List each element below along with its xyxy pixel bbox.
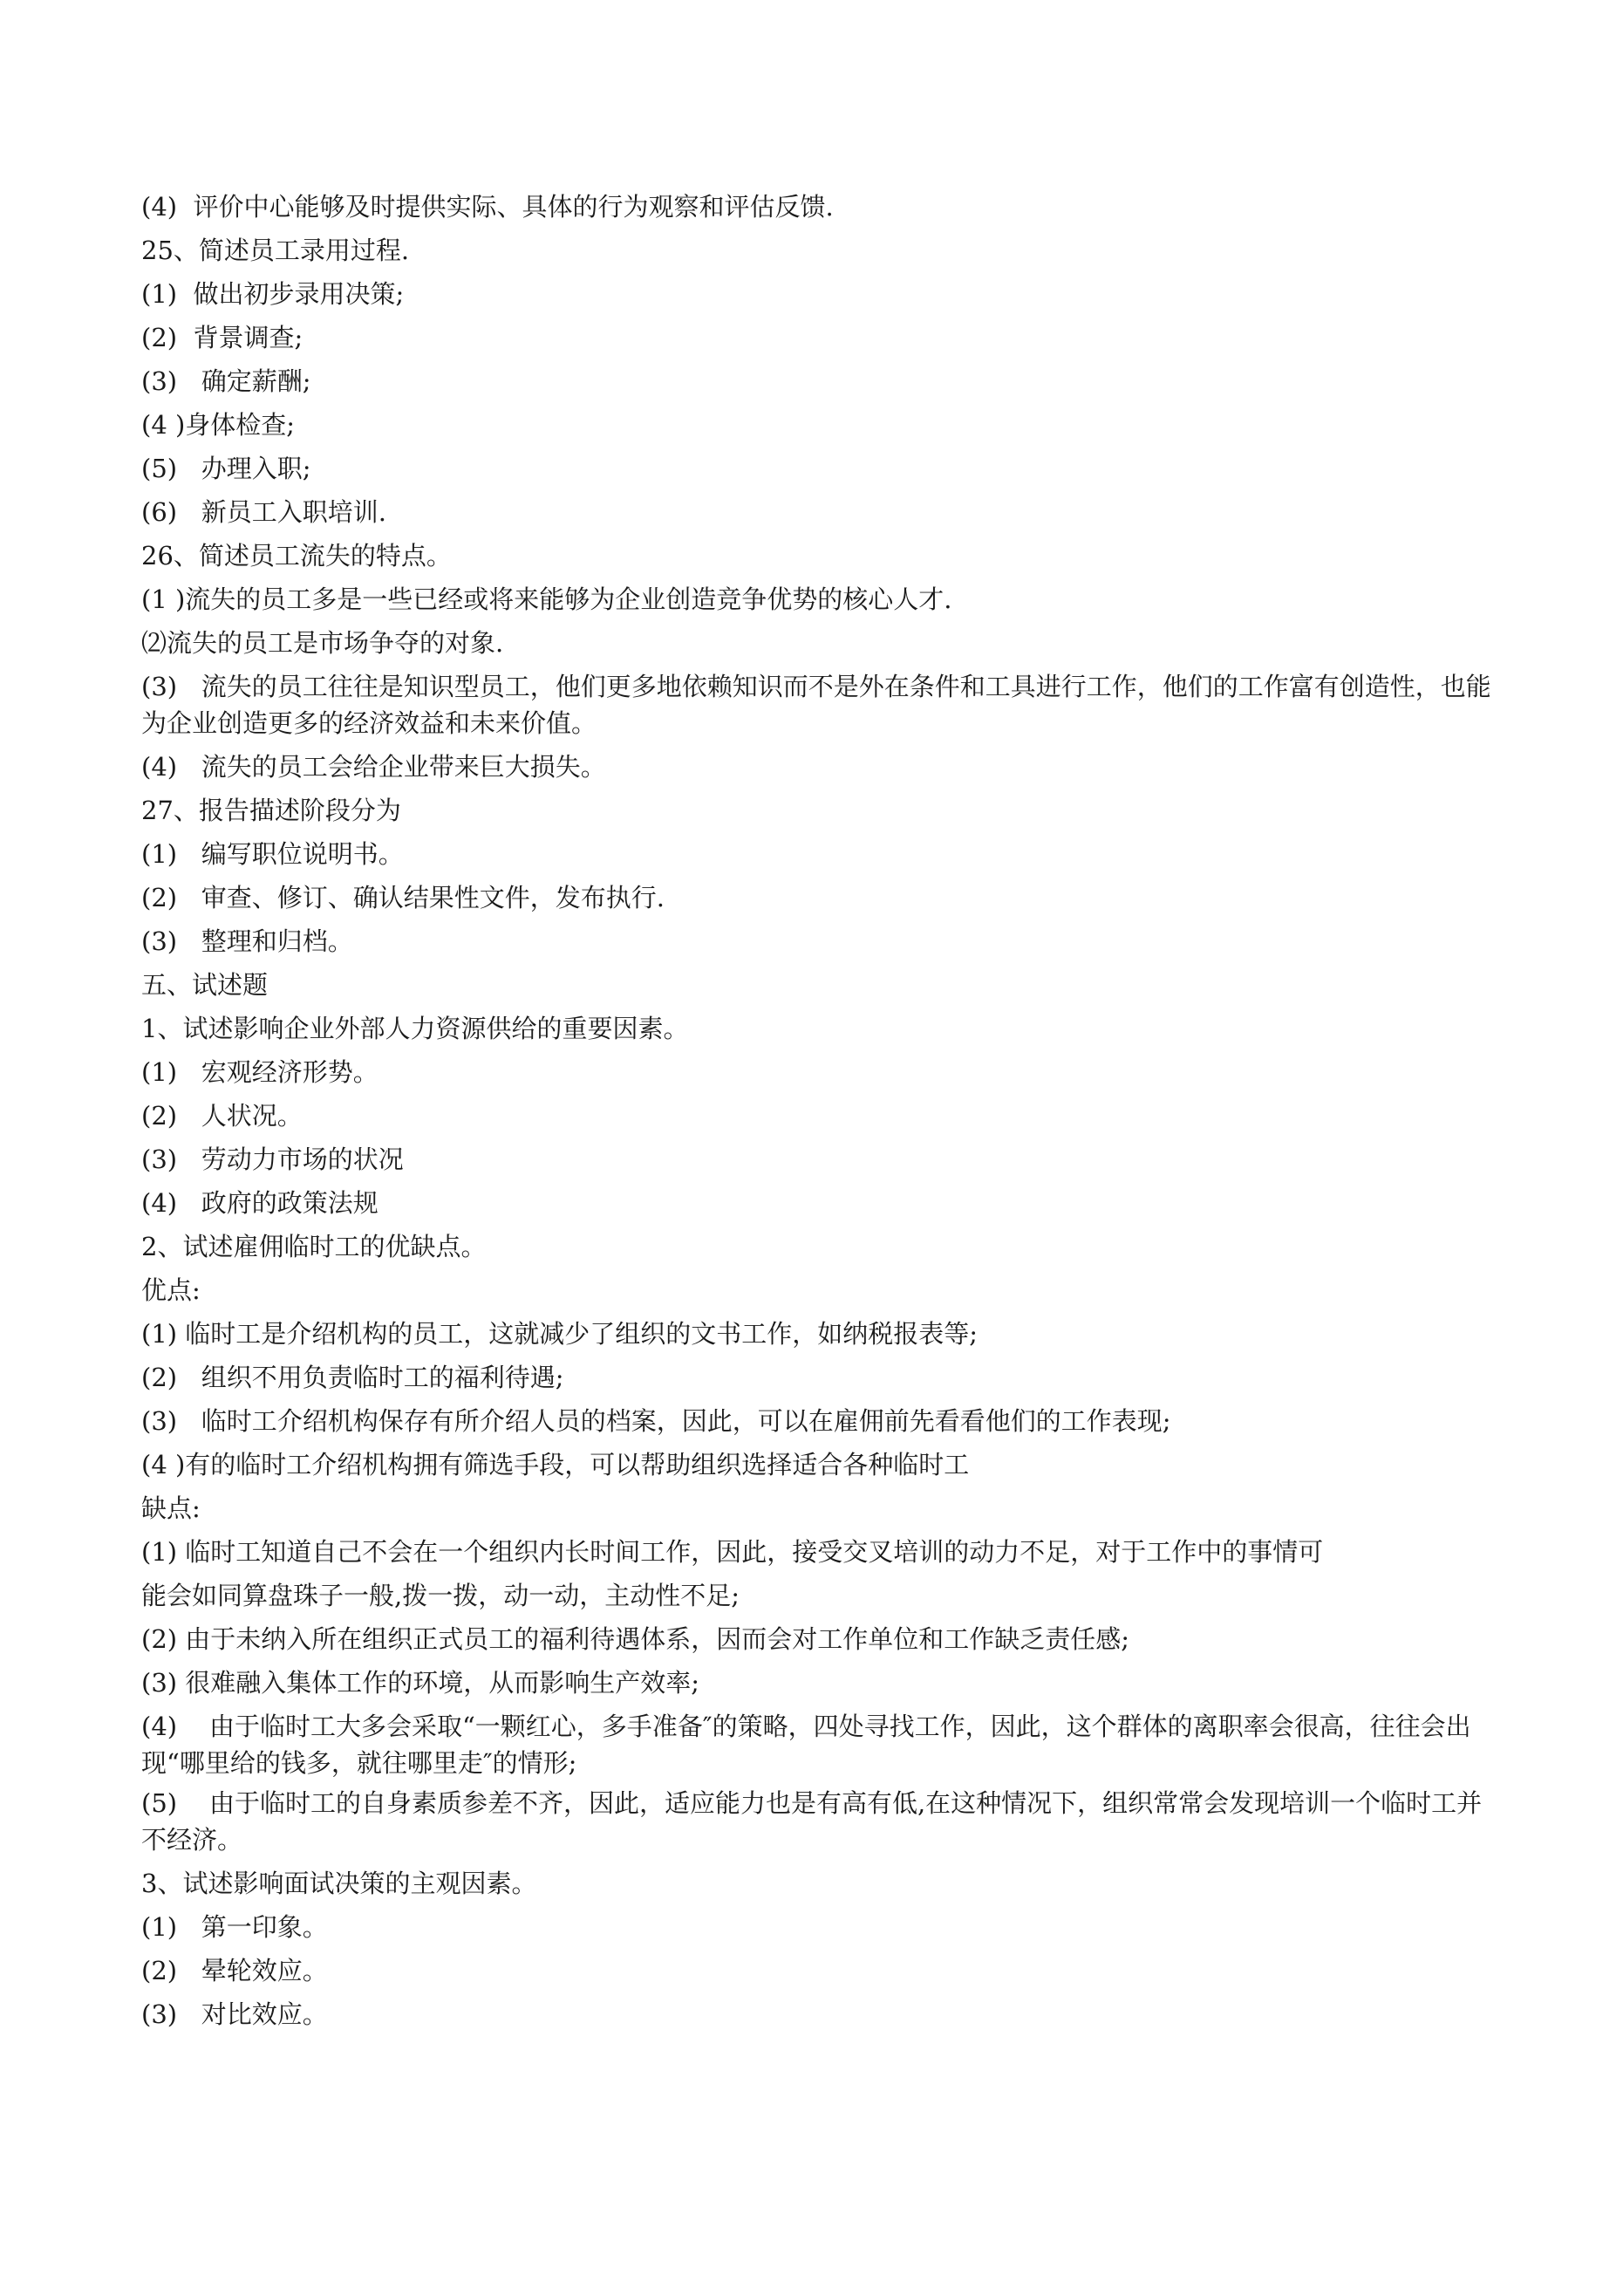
section-heading: 五、试述题 (141, 970, 269, 1000)
text-line: (4 )有的临时工介绍机构拥有筛选手段，可以帮助组织选择适合各种临时工 (141, 1450, 970, 1479)
text-line: (3) 确定薪酬; (141, 366, 311, 396)
text-line: (2) 组织不用负责临时工的福利待遇; (141, 1363, 564, 1392)
question-heading: 27、报告描述阶段分为 (141, 796, 401, 825)
text-line: (2) 晕轮效应。 (141, 1956, 328, 1985)
text-line: (2) 背景调查; (141, 323, 303, 352)
question-heading: 1、试述影响企业外部人力资源供给的重要因素。 (141, 1014, 689, 1043)
text-line: (4) 政府的政策法规 (141, 1188, 378, 1218)
question-heading: 25、简述员工录用过程. (141, 236, 410, 265)
text-line: (4) 评价中心能够及时提供实际、具体的行为观察和评估反馈. (141, 192, 834, 222)
text-line: (6) 新员工入职培训. (141, 497, 386, 527)
text-line: (1) 编写职位说明书。 (141, 839, 404, 869)
subheading: 优点: (141, 1275, 201, 1305)
question-heading: 3、试述影响面试决策的主观因素。 (141, 1869, 537, 1898)
subheading: 缺点: (141, 1493, 201, 1523)
text-line: (1) 第一印象。 (141, 1912, 328, 1942)
text-paragraph: (3) 流失的员工往往是知识型员工，他们更多地依赖知识而不是外在条件和工具进行工作，他们的工作富有创造性，也能为企业创造更多的经济效益和未来价值。 (141, 672, 1491, 738)
text-line: (3) 临时工介绍机构保存有所介绍人员的档案，因此，可以在雇佣前先看看他们的工作表现; (141, 1406, 1171, 1436)
document-body (141, 185, 1502, 2036)
text-line: (1 )流失的员工多是一些已经或将来能够为企业创造竞争优势的核心人才. (141, 584, 952, 614)
text-line: (4) 流失的员工会给企业带来巨大损失。 (141, 752, 606, 782)
text-line: (5) 办理入职; (141, 454, 311, 483)
text-line: ⑵流失的员工是市场争夺的对象. (141, 628, 504, 658)
question-heading: 2、试述雇佣临时工的优缺点。 (141, 1232, 487, 1261)
text-line: (3) 很难融入集体工作的环境，从而影响生产效率; (141, 1668, 700, 1698)
text-line: (1) 宏观经济形势。 (141, 1057, 378, 1087)
text-paragraph: (4) 由于临时工大多会采取“一颗红心，多手准备″的策略，四处寻找工作，因此，这个群体的离职率会很高，往往会出现“哪里给的钱多，就往哪里走″的情形; (141, 1712, 1471, 1778)
text-line: (1) 临时工是介绍机构的员工，这就减少了组织的文书工作，如纳税报表等; (141, 1319, 979, 1349)
text-line: 能会如同算盘珠子一般,拨一拨，动一动，主动性不足; (141, 1581, 740, 1610)
text-line: (3) 整理和归档。 (141, 926, 353, 956)
text-line: (1) 做出初步录用决策; (141, 279, 405, 309)
text-line: (2) 由于未纳入所在组织正式员工的福利待遇体系，因而会对工作单位和工作缺乏责任感; (141, 1624, 1130, 1654)
text-line: (1) 临时工知道自己不会在一个组织内长时间工作，因此，接受交叉培训的动力不足，对于工作中的事情可 (141, 1537, 1324, 1567)
text-line: (2) 审查、修订、确认结果性文件，发布执行. (141, 883, 665, 912)
text-line: (4 )身体检查; (141, 410, 296, 440)
text-paragraph: (5) 由于临时工的自身素质参差不齐，因此，适应能力也是有高有低,在这种情况下，组织常常会发现培训一个临时工并不经济。 (141, 1788, 1483, 1855)
text-line: (2) 人状况。 (141, 1101, 303, 1131)
text-line: (3) 劳动力市场的状况 (141, 1145, 404, 1174)
text-line: (3) 对比效应。 (141, 1999, 328, 2029)
question-heading: 26、简述员工流失的特点。 (141, 541, 452, 571)
